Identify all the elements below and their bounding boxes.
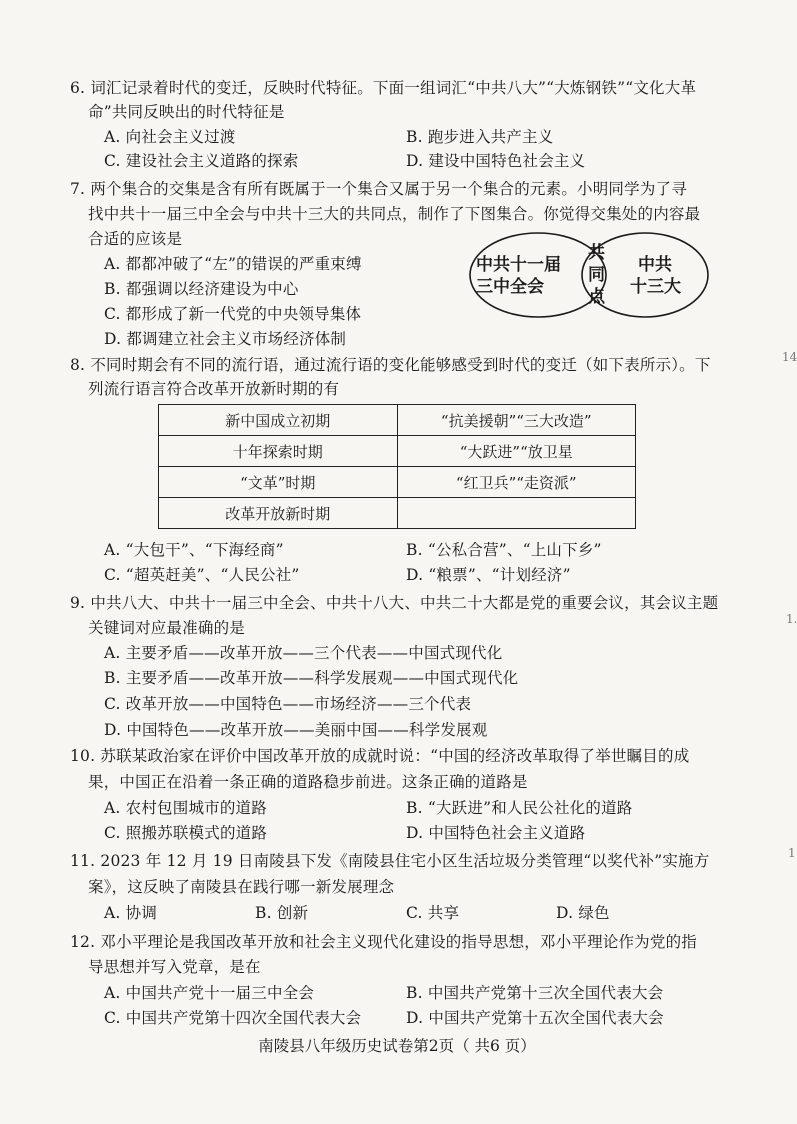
q10-option-a: A. 农村包围城市的道路 [104,799,267,817]
table-row [159,436,636,467]
q11-option-b: B. 创新 [255,904,309,922]
table-row [159,498,636,529]
table-cell-slang: “红卫兵”“走资派” [397,467,636,498]
q11-stem-line1: 11. 2023 年 12 月 19 日南陵县下发《南陵县住宅小区生活垃圾分类管理“以奖代补”实施方 [70,852,710,870]
q7-stem-line3: 合适的应该是 [88,230,183,248]
margin-mark: 14 [782,350,797,364]
margin-mark: 1. [786,612,797,626]
table-cell-slang: “抗美援朝”“三大改造” [397,405,636,436]
q10-stem-line1: 10. 苏联某政治家在评价中国改革开放的成就时说：“中国的经济改革取得了举世瞩目的成 [70,747,690,765]
q9-option-d: D. 中国特色——改革开放——美丽中国——科学发展观 [104,721,488,739]
table-row [159,467,636,498]
q8-option-b: B. “公私合营”、“上山下乡” [406,541,602,559]
slang-table [158,404,636,529]
q6-stem-line2: 命”共同反映出的时代特征是 [88,103,285,121]
q10-option-b: B. “大跃进”和人民公社化的道路 [406,799,633,817]
q9-stem-line1: 9. 中共八大、中共十一届三中全会、中共十八大、中共二十大都是党的重要会议，其会议主题 [70,594,719,612]
q12-stem-line2: 导思想并写入党章，是在 [88,958,261,976]
q11-option-a: A. 协调 [104,904,158,922]
q8-option-d: D. “粮票”、“计划经济” [406,566,571,584]
q7-option-b: B. 都强调以经济建设为中心 [104,280,299,298]
q6-option-b: B. 跑步进入共产主义 [406,128,554,146]
q10-option-d: D. 中国特色社会主义道路 [406,824,586,842]
venn-left-label-line2: 三中全会 [476,277,544,297]
q8-stem-line1: 8. 不同时期会有不同的流行语，通过流行语的变化能够感受到时代的变迁（如下表所示）。下 [70,356,711,374]
q12-option-d: D. 中国共产党第十五次全国代表大会 [406,1009,664,1027]
q8-option-a: A. “大包干”、“下海经商” [104,541,284,559]
q12-option-b: B. 中国共产党第十三次全国代表大会 [406,984,664,1002]
venn-middle-char-2: 同 [588,265,605,285]
venn-right-label-line1: 中共 [638,255,672,275]
table-cell-slang: “大跃进”“放卫星 [397,436,636,467]
q6-option-a: A. 向社会主义过渡 [104,128,236,146]
q9-option-c: C. 改革开放——中国特色——市场经济——三个代表 [104,695,472,713]
q9-option-a: A. 主要矛盾——改革开放——三个代表——中国式现代化 [104,644,503,662]
venn-left-label-line1: 中共十一届 [476,255,561,275]
margin-mark: 1 [788,846,796,860]
table-cell-period: 改革开放新时期 [159,498,398,529]
q7-stem-line1: 7. 两个集合的交集是含有所有既属于一个集合又属于另一个集合的元素。小明同学为了寻 [70,180,687,198]
table-cell-period: “文革”时期 [159,467,398,498]
table-row [159,405,636,436]
table-cell-period: 新中国成立初期 [159,405,398,436]
q7-option-d: D. 都调建立社会主义市场经济体制 [104,330,347,348]
q9-option-b: B. 主要矛盾——改革开放——科学发展观——中国式现代化 [104,669,519,687]
q12-option-c: C. 中国共产党第十四次全国代表大会 [104,1009,362,1027]
q11-option-c: C. 共享 [406,904,460,922]
q12-option-a: A. 中国共产党十一届三中全会 [104,984,315,1002]
q12-stem-line1: 12. 邓小平理论是我国改革开放和社会主义现代化建设的指导思想，邓小平理论作为党的指 [70,933,697,951]
table-cell-period: 十年探索时期 [159,436,398,467]
q8-stem-line2: 列流行语言符合改革开放新时期的有 [88,380,340,398]
q6-option-d: D. 建设中国特色社会主义 [406,152,586,170]
venn-right-label-line2: 十三大 [630,277,681,297]
q6-option-c: C. 建设社会主义道路的探索 [104,152,299,170]
venn-diagram [462,228,712,323]
q7-option-a: A. 都都冲破了“左”的错误的严重束缚 [104,255,362,273]
q10-option-c: C. 照搬苏联模式的道路 [104,824,268,842]
table-cell-slang [397,498,636,529]
q9-stem-line2: 关键词对应最准确的是 [88,619,246,637]
q8-option-c: C. “超英赶美”、“人民公社” [104,566,300,584]
q7-option-c: C. 都形成了新一代党的中央领导集体 [104,305,362,323]
venn-middle-char-3: 点 [588,287,605,307]
q10-stem-line2: 果，中国正在沿着一条正确的道路稳步前进。这条正确的道路是 [88,773,528,791]
q6-stem-line1: 6. 词汇记录着时代的变迁，反映时代特征。下面一组词汇“中共八大”“大炼钢铁”“文化大革 [70,79,697,97]
q11-option-d: D. 绿色 [556,904,610,922]
q7-stem-line2: 找中共十一届三中全会与中共十三大的共同点，制作了下图集合。你觉得交集处的内容最 [88,205,701,223]
page-footer: 南陵县八年级历史试卷第2页（ 共6 页） [258,1037,536,1055]
q11-stem-line2: 案》，这反映了南陵县在践行哪一新发展理念 [88,878,395,896]
venn-middle-char-1: 共 [588,243,605,263]
